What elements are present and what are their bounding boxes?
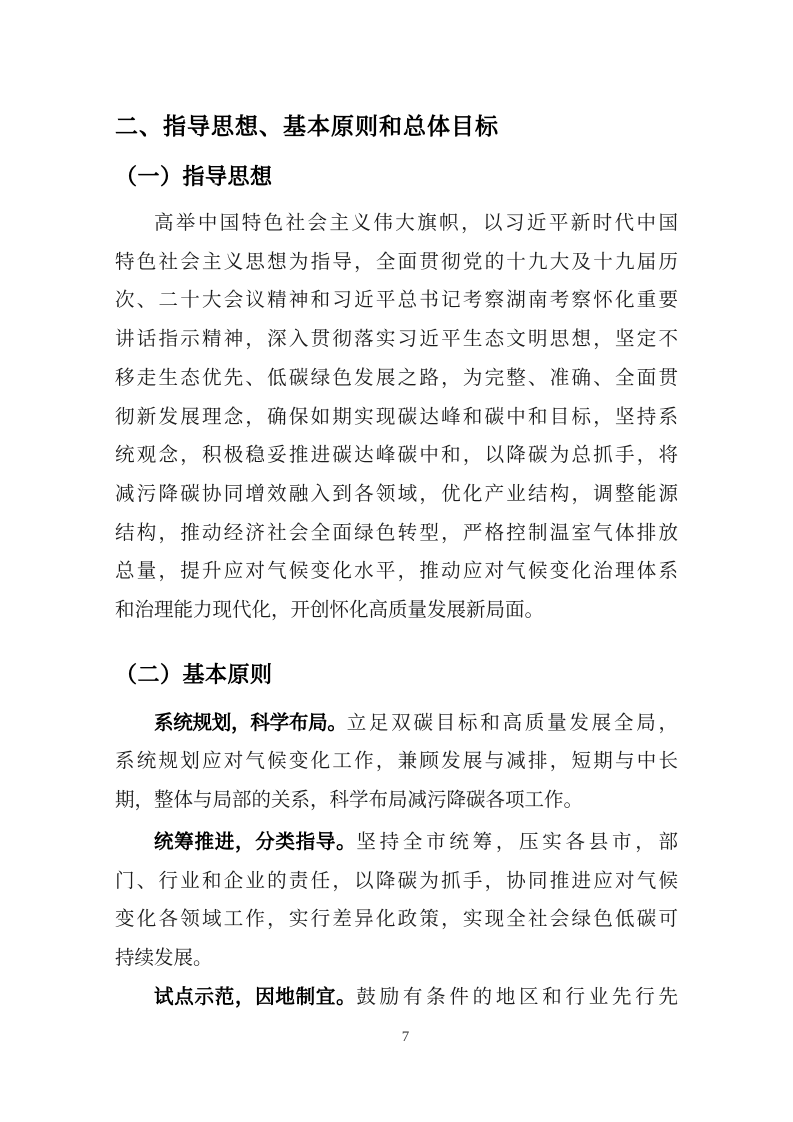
text-line: 变化各领域工作，实行差异化政策，实现全社会绿色低碳可 (115, 909, 678, 931)
text-line: 移走生态优先、低碳绿色发展之路，为完整、准确、全面贯 (115, 367, 678, 389)
text-line: 统观念，积极稳妥推进碳达峰碳中和，以降碳为总抓手，将 (115, 445, 678, 467)
text-line: 门、行业和企业的责任，以降碳为抓手，协同推进应对气候 (115, 870, 678, 892)
page-number: 7 (401, 1029, 410, 1046)
paragraph-text: 鼓励有条件的地区和行业先行先 (356, 986, 678, 1008)
text-line (115, 979, 678, 1018)
paragraph (115, 705, 678, 821)
text-line: 讲话指示精神，深入贯彻落实习近平生态文明思想，坚定不 (115, 329, 678, 351)
paragraph (115, 205, 678, 631)
text-line: 减污降碳协同增效融入到各领域，优化产业结构，调整能源 (115, 483, 678, 505)
paragraph-lead: 试点示范，因地制宜。 (154, 986, 357, 1008)
paragraph-lead: 系统规划，科学布局。 (154, 712, 347, 734)
text-line: 特色社会主义思想为指导，全面贯彻党的十九大及十九届历 (115, 251, 678, 273)
text-line: 结构，推动经济社会全面绿色转型，严格控制温室气体排放 (115, 522, 678, 544)
text-line: 持续发展。 (115, 947, 213, 969)
text-line: 次、二十大会议精神和习近平总书记考察湖南考察怀化重要 (115, 290, 678, 312)
paragraph (115, 824, 678, 979)
text-line: 高举中国特色社会主义伟大旗帜，以习近平新时代中国 (154, 213, 678, 234)
paragraph-text: 坚持全市统筹，压实各县市，部 (356, 831, 678, 853)
paragraph-text: 立足双碳目标和高质量发展全局， (346, 712, 678, 734)
document-body (115, 163, 678, 1017)
paragraph-lead: 统筹推进，分类指导。 (154, 831, 357, 853)
text-line: 期，整体与局部的关系，科学布局减污降碳各项工作。 (115, 790, 584, 812)
document-title: 二、指导思想、基本原则和总体目标 (115, 113, 499, 139)
text-line: 和治理能力现代化，开创怀化高质量发展新局面。 (115, 600, 545, 622)
text-line: 系统规划应对气候变化工作，兼顾发展与减排，短期与中长 (115, 751, 678, 773)
text-line (115, 824, 678, 863)
text-line: 彻新发展理念，确保如期实现碳达峰和碳中和目标，坚持系 (115, 406, 678, 428)
text-line: 总量，提升应对气候变化水平，推动应对气候变化治理体系 (115, 561, 678, 583)
section-heading: （一）指导思想 (115, 164, 273, 189)
text-line (115, 705, 678, 744)
paragraph (115, 979, 678, 1018)
section-heading: （二）基本原则 (115, 661, 273, 687)
